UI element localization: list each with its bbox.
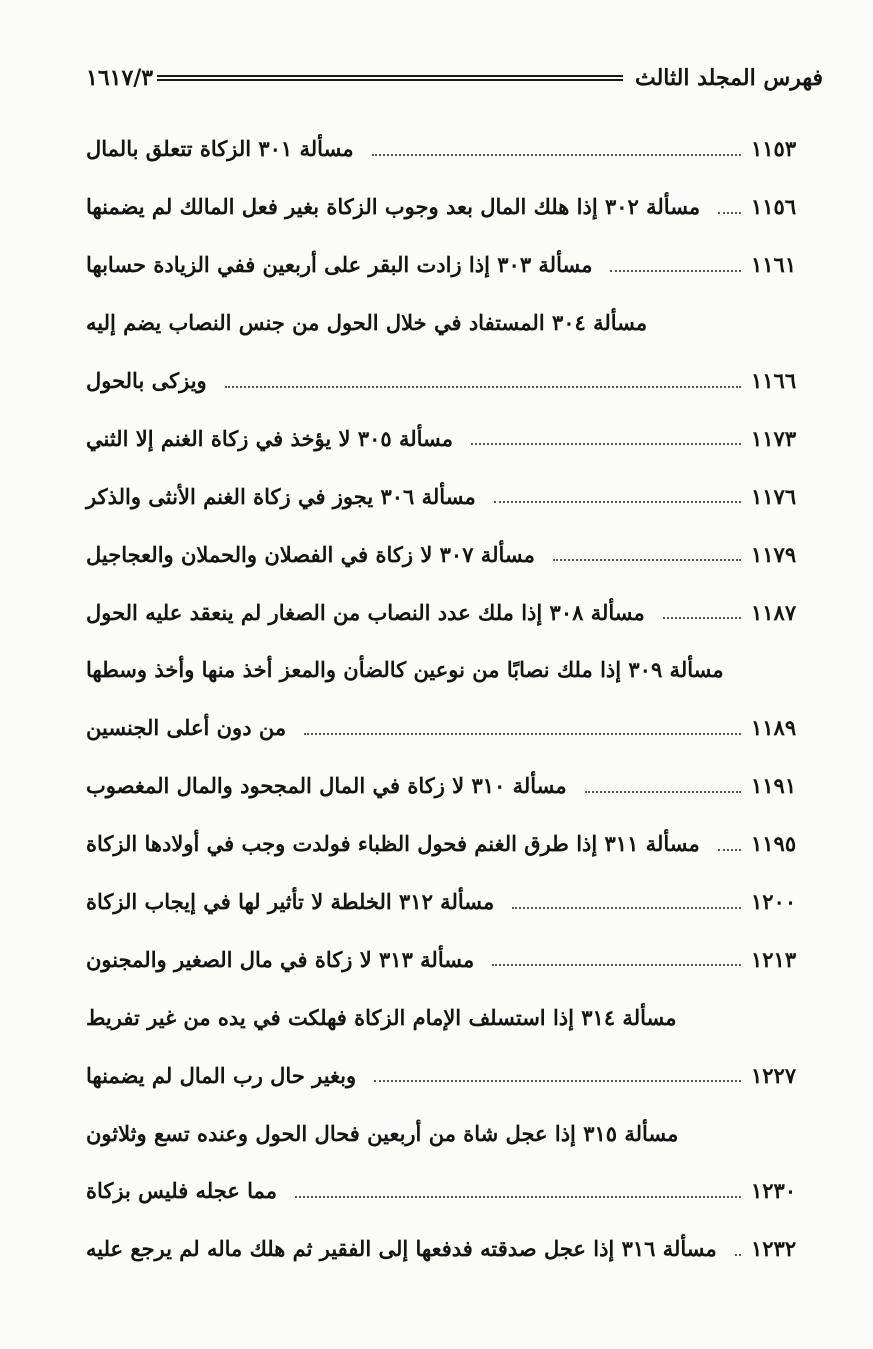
- dot-leader: [512, 907, 741, 909]
- entry-title: ويزكى بالحول: [86, 368, 207, 393]
- entry-page-number: ١٢٣٠: [751, 1178, 797, 1204]
- entry-page-number: ١١٧٣: [751, 425, 797, 451]
- entry-page-number: ١٢٣٢: [751, 1236, 797, 1262]
- entry-title: مسألة ٣٠٢ إذا هلك المال بعد وجوب الزكاة بغير فعل المالك لم يضمنها: [86, 194, 701, 220]
- dot-leader: [735, 1254, 741, 1256]
- dot-leader: [225, 386, 741, 388]
- dot-leader: [718, 849, 741, 851]
- index-entry: [86, 641, 823, 699]
- index-entry: [86, 352, 823, 410]
- dot-leader: [374, 1080, 741, 1082]
- entry-page-number: ١١٦١: [751, 252, 797, 278]
- index-entry: [86, 583, 823, 641]
- entry-page-number: ١١٩٥: [751, 831, 797, 857]
- entry-page-number: ١٢٢٧: [751, 1062, 797, 1088]
- entry-page-number: ١١٨٧: [751, 599, 797, 625]
- dot-leader: [553, 559, 741, 561]
- entry-title: مسألة ٣٠٣ إذا زادت البقر على أربعين ففي الزيادة حسابها: [86, 252, 593, 278]
- entry-title: مسألة ٣٠٩ إذا ملك نصابًا من نوعين كالضأن والمعز أخذ منها وأخذ وسطها: [86, 657, 724, 683]
- dot-leader: [304, 733, 741, 735]
- dot-leader: [610, 270, 741, 272]
- entry-title: مسألة ٣١٣ لا زكاة في مال الصغير والمجنون: [86, 946, 475, 972]
- dot-leader: [492, 964, 741, 966]
- index-entry: [86, 873, 823, 931]
- header-title: فهرس المجلد الثالث: [635, 65, 823, 91]
- entry-title: مسألة ٣١٦ إذا عجل صدقته فدفعها إلى الفقير ثم هلك ماله لم يرجع عليه: [86, 1236, 717, 1262]
- entry-title: مسألة ٣١٢ الخلطة لا تأثير لها في إيجاب الزكاة: [86, 889, 495, 915]
- dot-leader: [718, 212, 741, 214]
- dot-leader: [494, 501, 741, 503]
- entry-title: مما عجله فليس بزكاة: [86, 1178, 277, 1204]
- index-entry: [86, 1046, 823, 1104]
- entry-title: من دون أعلى الجنسين: [86, 715, 287, 741]
- index-entry: [86, 178, 823, 236]
- entry-title: مسألة ٣١٥ إذا عجل شاة من أربعين فحال الحول وعنده تسع وثلاثون: [86, 1120, 679, 1146]
- entry-title: مسألة ٣٠٦ يجوز في زكاة الغنم الأنثى والذكر: [86, 483, 476, 509]
- index-entry: [86, 294, 823, 352]
- index-entry: [86, 930, 823, 988]
- entry-page-number: ١١٩١: [751, 773, 797, 799]
- entry-title: مسألة ٣١١ إذا طرق الغنم فحول الظباء فولدت وجب في أولادها الزكاة: [86, 831, 700, 857]
- dot-leader: [471, 443, 741, 445]
- entry-page-number: ١١٨٩: [751, 715, 797, 741]
- index-entry: [86, 1220, 823, 1278]
- index-entry: [86, 409, 823, 467]
- index-entry: [86, 988, 823, 1046]
- dot-leader: [663, 617, 741, 619]
- entry-title: وبغير حال رب المال لم يضمنها: [86, 1062, 357, 1088]
- entry-page-number: ١١٧٦: [751, 483, 797, 509]
- entry-title: مسألة ٣٠١ الزكاة تتعلق بالمال: [86, 136, 354, 162]
- index-entry: [86, 757, 823, 815]
- entry-title: مسألة ٣١٠ لا زكاة في المال المجحود والمال المغصوب: [86, 773, 567, 799]
- index-entry: [86, 1104, 823, 1162]
- index-entry: [86, 120, 823, 178]
- dot-leader: [372, 154, 741, 156]
- index-entry: [86, 699, 823, 757]
- dot-leader: [295, 1196, 741, 1198]
- entry-title: مسألة ٣٠٥ لا يؤخذ في زكاة الغنم إلا الثني: [86, 425, 454, 451]
- entry-page-number: ١٢١٣: [751, 946, 797, 972]
- header-page-number: ١٦١٧/٣: [86, 65, 154, 91]
- dot-leader: [585, 791, 741, 793]
- header-double-rule: [157, 75, 623, 81]
- entry-page-number: ١١٦٦: [751, 368, 797, 393]
- entry-title: مسألة ٣٠٨ إذا ملك عدد النصاب من الصغار لم ينعقد عليه الحول: [86, 599, 645, 625]
- entry-page-number: ١٢٠٠: [751, 889, 797, 915]
- entry-page-number: ١١٧٩: [751, 541, 797, 567]
- index-entry: [86, 236, 823, 294]
- index-entry: [86, 1162, 823, 1220]
- entry-page-number: ١١٥٣: [751, 136, 797, 162]
- index-list: [86, 120, 823, 1278]
- entry-title: مسألة ٣٠٤ المستفاد في خلال الحول من جنس النصاب يضم إليه: [86, 310, 648, 336]
- entry-page-number: ١١٥٦: [751, 194, 797, 220]
- page-header: [86, 58, 823, 98]
- entry-title: مسألة ٣٠٧ لا زكاة في الفصلان والحملان والعجاجيل: [86, 541, 535, 567]
- index-entry: [86, 467, 823, 525]
- index-entry: [86, 815, 823, 873]
- entry-title: مسألة ٣١٤ إذا استسلف الإمام الزكاة فهلكت في يده من غير تفريط: [86, 1004, 677, 1030]
- index-entry: [86, 525, 823, 583]
